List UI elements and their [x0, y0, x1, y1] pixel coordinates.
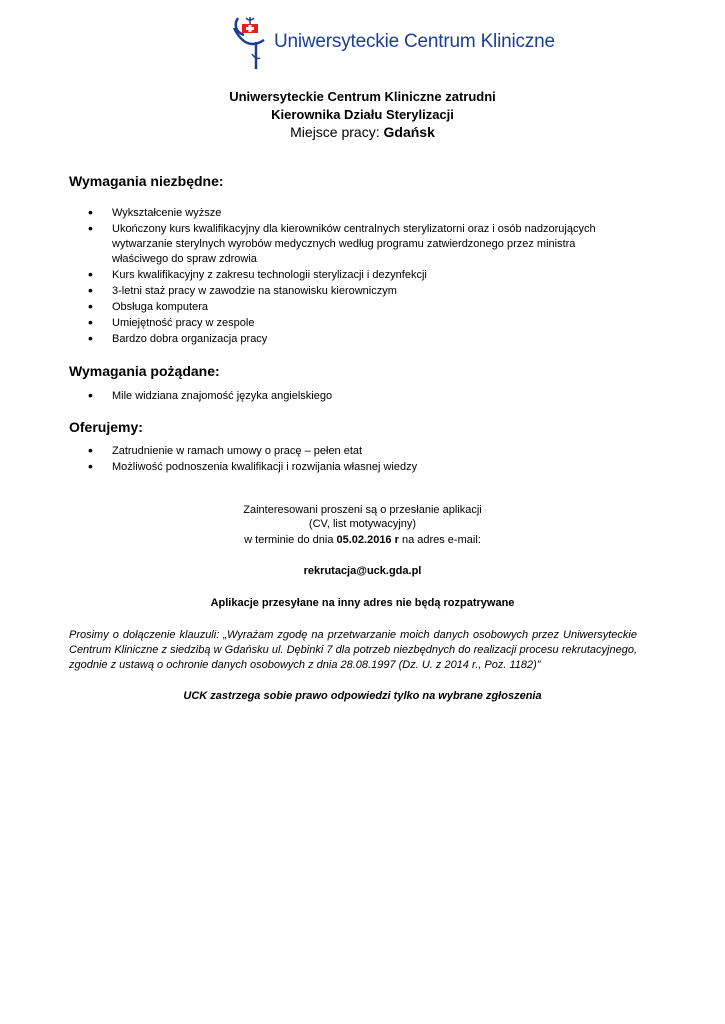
uck-logo: [232, 14, 555, 72]
footer-note: UCK zastrzega sobie prawo odpowiedzi tylko na wybrane zgłoszenia: [183, 690, 542, 702]
workplace-line: [0, 124, 725, 140]
apply-line-3: [0, 534, 725, 546]
deadline-suffix: na adres e-mail:: [398, 534, 481, 546]
desired-title: Wymagania pożądane:: [69, 363, 220, 379]
company-line: Uniwersyteckie Centrum Kliniczne zatrudni: [229, 89, 496, 104]
list-item: • Możliwość podnoszenia kwalifikacji i rozwijania własnej wiedzy: [88, 460, 628, 475]
address-warning: Aplikacje przesyłane na inny adres nie będą rozpatrywane: [210, 597, 515, 609]
consent-clause: Prosimy o dołączenie klauzuli: „Wyrażam zgodę na przetwarzanie moich danych osobowych przez Uniwersyteckie Centrum Kliniczne z siedzibą w Gdańsku ul. Dębinki 7 dla potrzeb niezbędnych do realizacji procesu rekrutacyjnego, zgodnie z ustawą o ochronie danych osobowych z dnia 28.08.1997 (Dz. U. z 2014 r., Poz. 1182)”: [69, 629, 637, 671]
list-item: • Bardzo dobra organizacja pracy: [88, 332, 628, 347]
list-item: • Kurs kwalifikacyjny z zakresu technologii sterylizacji i dezynfekcji: [88, 268, 628, 283]
email-address: rekrutacja@uck.gda.pl: [303, 565, 422, 577]
job-title: Kierownika Działu Sterylizacji: [271, 107, 454, 122]
list-item: • Mile widziana znajomość języka angielskiego: [88, 389, 628, 404]
list-item: • Umiejętność pracy w zespole: [88, 316, 628, 331]
workplace-value: Gdańsk: [383, 124, 435, 140]
desired-list: [88, 389, 628, 405]
list-item: • 3-letni staż pracy w zawodzie na stanowisku kierowniczym: [88, 284, 628, 299]
apply-line-1: Zainteresowani proszeni są o przesłanie aplikacji: [243, 504, 482, 516]
logo-text: Uniwersyteckie Centrum Kliniczne: [274, 31, 555, 52]
deadline-prefix: w terminie do dnia: [244, 534, 337, 546]
list-item: • Obsługa komputera: [88, 300, 628, 315]
offer-title: Oferujemy:: [69, 419, 143, 435]
required-title: Wymagania niezbędne:: [69, 173, 224, 189]
deadline-date: 05.02.2016 r: [336, 534, 399, 546]
caduceus-icon: [232, 14, 274, 72]
list-item: • Wykształcenie wyższe: [88, 206, 628, 221]
apply-line-2: (CV, list motywacyjny): [308, 518, 417, 530]
list-item: • Ukończony kurs kwalifikacyjny dla kierowników centralnych sterylizatorni oraz i osób nadzorujących wytwarzanie sterylnych wyrobów medycznych według programu zatwierdzonego przez ministra właściwego do spraw zdrowia: [88, 222, 628, 267]
list-item: • Zatrudnienie w ramach umowy o pracę – pełen etat: [88, 444, 628, 459]
offer-list: [88, 444, 628, 476]
required-list: [88, 206, 628, 348]
workplace-label: Miejsce pracy:: [290, 124, 384, 140]
